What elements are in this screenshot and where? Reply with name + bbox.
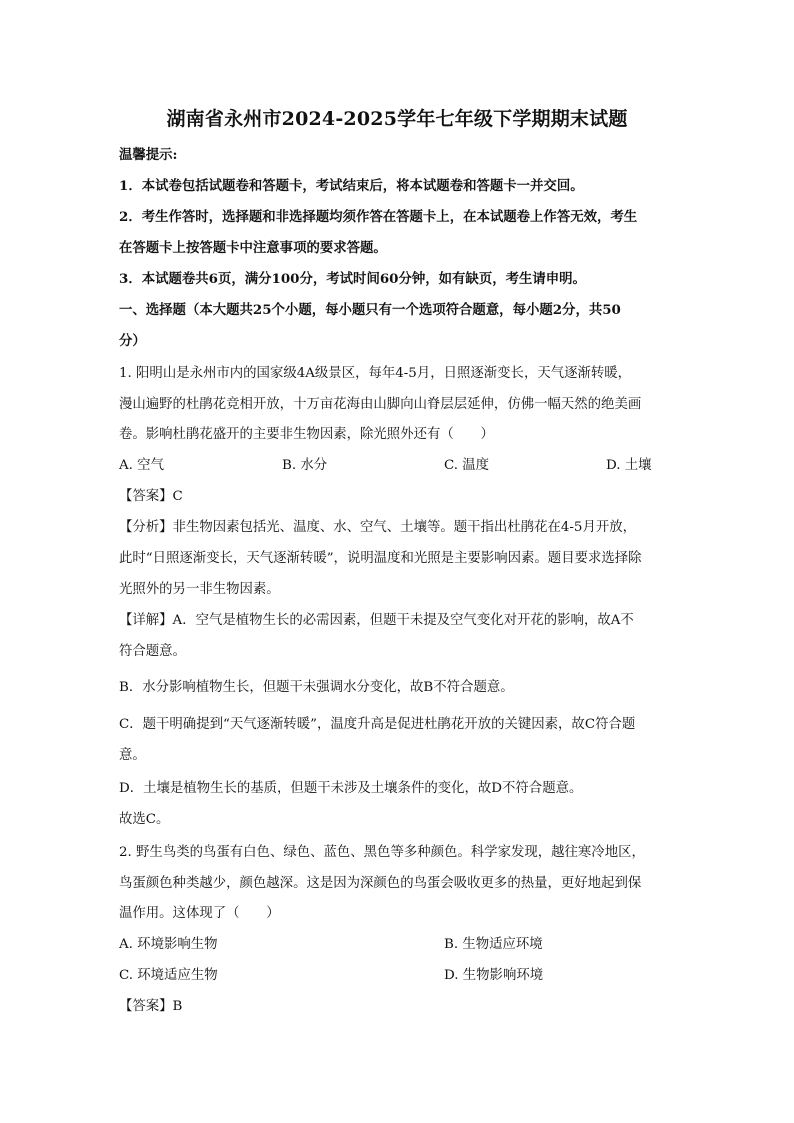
q1-analysis-line-2: 此时“日照逐渐变长，天气逐渐转暖”，说明温度和光照是主要影响因素。题目要求选择除 bbox=[119, 551, 642, 566]
q1-stem-line-2: 漫山遍野的杜鹃花竞相开放，十万亩花海由山脚向山脊层层延伸，仿佛一幅天然的绝美画 bbox=[119, 397, 642, 412]
q1-detail-line-2: 符合题意。 bbox=[119, 644, 186, 659]
q1-option-b: B. 水分 bbox=[282, 458, 328, 473]
tips-heading: 温馨提示: bbox=[119, 147, 178, 163]
tip-item-2: 2．考生作答时，选择题和非选择题均须作答在答题卡上，在本试题卷上作答无效，考生 bbox=[119, 209, 638, 225]
q1-conclusion: 故选C。 bbox=[119, 812, 170, 827]
section-heading: 一、选择题（本大题共25个小题，每小题只有一个选项符合题意，每小题2分，共50 bbox=[119, 302, 621, 318]
q1-stem-line-1: 1. 阳明山是永州市内的国家级4A级景区，每年4-5月，日照逐渐变长，天气逐渐转暖， bbox=[119, 366, 632, 381]
q2-option-a: A. 环境影响生物 bbox=[119, 937, 218, 952]
q1-analysis-line-3: 光照外的另一非生物因素。 bbox=[119, 582, 280, 597]
q2-answer: 【答案】B bbox=[119, 999, 183, 1014]
q1-stem-line-3: 卷。影响杜鹃花盛开的主要非生物因素，除光照外还有（ ） bbox=[119, 427, 494, 442]
q2-stem-line-1: 2. 野生鸟类的鸟蛋有白色、绿色、蓝色、黑色等多种颜色。科学家发现，越往寒冷地区， bbox=[119, 845, 645, 860]
q1-option-c: C. 温度 bbox=[444, 458, 490, 473]
tip-item-1: 1．本试卷包括试题卷和答题卡，考试结束后，将本试题卷和答题卡一并交回。 bbox=[119, 178, 584, 194]
tip-item-3: 3．本试题卷共6页，满分100分，考试时间60分钟，如有缺页，考生请申明。 bbox=[119, 271, 586, 287]
q2-option-d: D. 生物影响环境 bbox=[444, 968, 544, 983]
q1-analysis-line-1: 【分析】非生物因素包括光、温度、水、空气、土壤等。题干指出杜鹃花在4-5月开放， bbox=[119, 520, 637, 535]
q2-option-b: B. 生物适应环境 bbox=[444, 937, 543, 952]
q1-detail-line-5: 意。 bbox=[119, 748, 146, 763]
q1-detail-line-3: B．水分影响植物生长，但题干未强调水分变化，故B不符合题意。 bbox=[119, 680, 514, 695]
q1-detail-line-1: 【详解】A．空气是植物生长的必需因素，但题干未提及空气变化对开花的影响，故A不 bbox=[119, 613, 634, 628]
page-title: 湖南省永州市2024-2025学年七年级下学期期末试题 bbox=[166, 108, 628, 130]
q2-option-c: C. 环境适应生物 bbox=[119, 968, 218, 983]
q1-option-a: A. 空气 bbox=[119, 458, 164, 473]
q1-detail-line-6: D．土壤是植物生长的基质，但题干未涉及土壤条件的变化，故D不符合题意。 bbox=[119, 781, 583, 796]
q2-stem-line-3: 温作用。这体现了（ ） bbox=[119, 906, 280, 921]
q1-answer: 【答案】C bbox=[119, 489, 183, 504]
q2-stem-line-2: 鸟蛋颜色种类越少，颜色越深。这是因为深颜色的鸟蛋会吸收更多的热量，更好地起到保 bbox=[119, 876, 642, 891]
tip-item-2-cont: 在答题卡上按答题卡中注意事项的要求答题。 bbox=[119, 240, 387, 256]
section-heading-cont: 分） bbox=[119, 333, 146, 349]
q1-detail-line-4: C．题干明确提到“天气逐渐转暖”，温度升高是促进杜鹃花开放的关键因素，故C符合题 bbox=[119, 717, 636, 732]
q1-option-d: D. 土壤 bbox=[606, 458, 652, 473]
